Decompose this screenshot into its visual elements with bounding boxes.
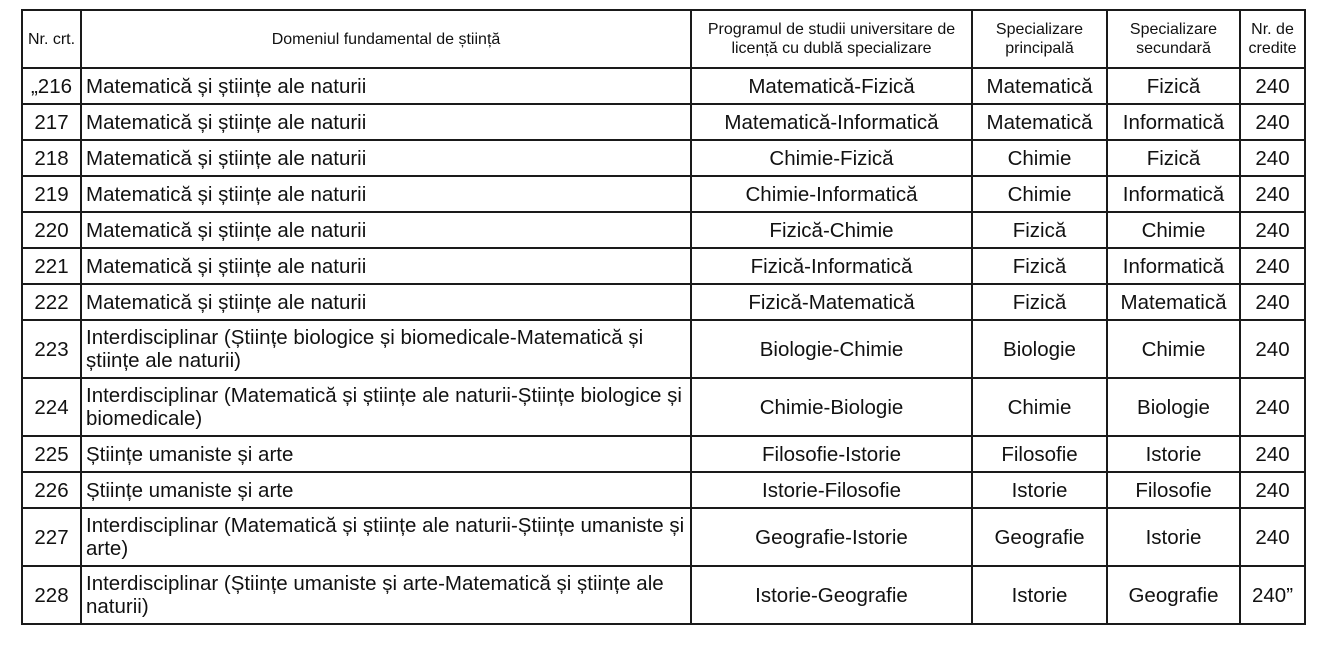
cell-credite: 240 <box>1240 284 1305 320</box>
cell-nr: 218 <box>22 140 81 176</box>
cell-domeniu: Matematică și științe ale naturii <box>81 176 691 212</box>
cell-credite: 240 <box>1240 68 1305 104</box>
cell-nr: 223 <box>22 320 81 378</box>
table-row <box>22 378 1305 436</box>
cell-program: Chimie-Informatică <box>691 176 972 212</box>
table-row <box>22 248 1305 284</box>
cell-domeniu: Interdisciplinar (Științe biologice și biomedicale-Matematică și științe ale naturii) <box>81 320 691 378</box>
table-row <box>22 68 1305 104</box>
cell-nr: 217 <box>22 104 81 140</box>
cell-credite: 240 <box>1240 436 1305 472</box>
cell-credite: 240 <box>1240 248 1305 284</box>
cell-principala: Chimie <box>972 140 1107 176</box>
cell-nr: 227 <box>22 508 81 566</box>
cell-domeniu: Interdisciplinar (Matematică și științe ale naturii-Științe biologice și biomedicale) <box>81 378 691 436</box>
header-principala: Specializare principală <box>972 10 1107 68</box>
cell-domeniu: Matematică și științe ale naturii <box>81 104 691 140</box>
cell-principala: Fizică <box>972 248 1107 284</box>
table-row <box>22 104 1305 140</box>
document-table-wrapper <box>21 9 1306 625</box>
table-row <box>22 472 1305 508</box>
cell-principala: Chimie <box>972 378 1107 436</box>
cell-secundara: Istorie <box>1107 436 1240 472</box>
cell-nr: 228 <box>22 566 81 624</box>
cell-principala: Chimie <box>972 176 1107 212</box>
specializations-table <box>21 9 1306 625</box>
cell-credite: 240 <box>1240 472 1305 508</box>
cell-program: Fizică-Chimie <box>691 212 972 248</box>
cell-program: Matematică-Informatică <box>691 104 972 140</box>
cell-nr: 220 <box>22 212 81 248</box>
cell-secundara: Istorie <box>1107 508 1240 566</box>
cell-secundara: Chimie <box>1107 320 1240 378</box>
cell-nr: 224 <box>22 378 81 436</box>
cell-program: Chimie-Biologie <box>691 378 972 436</box>
header-row <box>22 10 1305 68</box>
cell-secundara: Biologie <box>1107 378 1240 436</box>
cell-program: Matematică-Fizică <box>691 68 972 104</box>
cell-domeniu: Științe umaniste și arte <box>81 472 691 508</box>
cell-program: Fizică-Informatică <box>691 248 972 284</box>
cell-secundara: Matematică <box>1107 284 1240 320</box>
cell-program: Biologie-Chimie <box>691 320 972 378</box>
cell-domeniu: Matematică și științe ale naturii <box>81 212 691 248</box>
table-row <box>22 566 1305 624</box>
cell-domeniu: Științe umaniste și arte <box>81 436 691 472</box>
cell-credite: 240 <box>1240 378 1305 436</box>
cell-nr: 221 <box>22 248 81 284</box>
table-row <box>22 212 1305 248</box>
cell-program: Fizică-Matematică <box>691 284 972 320</box>
cell-domeniu: Matematică și științe ale naturii <box>81 140 691 176</box>
cell-principala: Fizică <box>972 284 1107 320</box>
header-domeniu: Domeniul fundamental de știință <box>81 10 691 68</box>
cell-credite: 240 <box>1240 176 1305 212</box>
cell-principala: Istorie <box>972 566 1107 624</box>
cell-credite: 240 <box>1240 320 1305 378</box>
cell-credite: 240 <box>1240 508 1305 566</box>
cell-nr: 222 <box>22 284 81 320</box>
table-row <box>22 140 1305 176</box>
cell-program: Filosofie-Istorie <box>691 436 972 472</box>
cell-secundara: Informatică <box>1107 104 1240 140</box>
header-program: Programul de studii universitare de licență cu dublă specializare <box>691 10 972 68</box>
header-credite: Nr. de credite <box>1240 10 1305 68</box>
cell-nr: „216 <box>22 68 81 104</box>
cell-program: Istorie-Filosofie <box>691 472 972 508</box>
cell-principala: Matematică <box>972 104 1107 140</box>
table-row <box>22 436 1305 472</box>
cell-program: Geografie-Istorie <box>691 508 972 566</box>
cell-secundara: Chimie <box>1107 212 1240 248</box>
cell-domeniu: Matematică și științe ale naturii <box>81 248 691 284</box>
header-nr: Nr. crt. <box>22 10 81 68</box>
cell-domeniu: Interdisciplinar (Matematică și științe ale naturii-Științe umaniste și arte) <box>81 508 691 566</box>
table-row <box>22 320 1305 378</box>
cell-secundara: Informatică <box>1107 248 1240 284</box>
table-row <box>22 508 1305 566</box>
cell-principala: Biologie <box>972 320 1107 378</box>
cell-secundara: Filosofie <box>1107 472 1240 508</box>
cell-credite: 240 <box>1240 140 1305 176</box>
table-row <box>22 176 1305 212</box>
cell-domeniu: Matematică și științe ale naturii <box>81 284 691 320</box>
cell-secundara: Fizică <box>1107 68 1240 104</box>
cell-domeniu: Matematică și științe ale naturii <box>81 68 691 104</box>
cell-principala: Matematică <box>972 68 1107 104</box>
cell-secundara: Fizică <box>1107 140 1240 176</box>
cell-domeniu: Interdisciplinar (Științe umaniste și arte-Matematică și științe ale naturii) <box>81 566 691 624</box>
cell-principala: Geografie <box>972 508 1107 566</box>
cell-secundara: Geografie <box>1107 566 1240 624</box>
cell-program: Chimie-Fizică <box>691 140 972 176</box>
header-secundara: Specializare secundară <box>1107 10 1240 68</box>
cell-principala: Filosofie <box>972 436 1107 472</box>
cell-principala: Fizică <box>972 212 1107 248</box>
table-row <box>22 284 1305 320</box>
cell-program: Istorie-Geografie <box>691 566 972 624</box>
cell-principala: Istorie <box>972 472 1107 508</box>
cell-secundara: Informatică <box>1107 176 1240 212</box>
cell-nr: 225 <box>22 436 81 472</box>
cell-credite: 240 <box>1240 212 1305 248</box>
cell-credite: 240 <box>1240 104 1305 140</box>
cell-nr: 226 <box>22 472 81 508</box>
cell-credite: 240” <box>1240 566 1305 624</box>
cell-nr: 219 <box>22 176 81 212</box>
